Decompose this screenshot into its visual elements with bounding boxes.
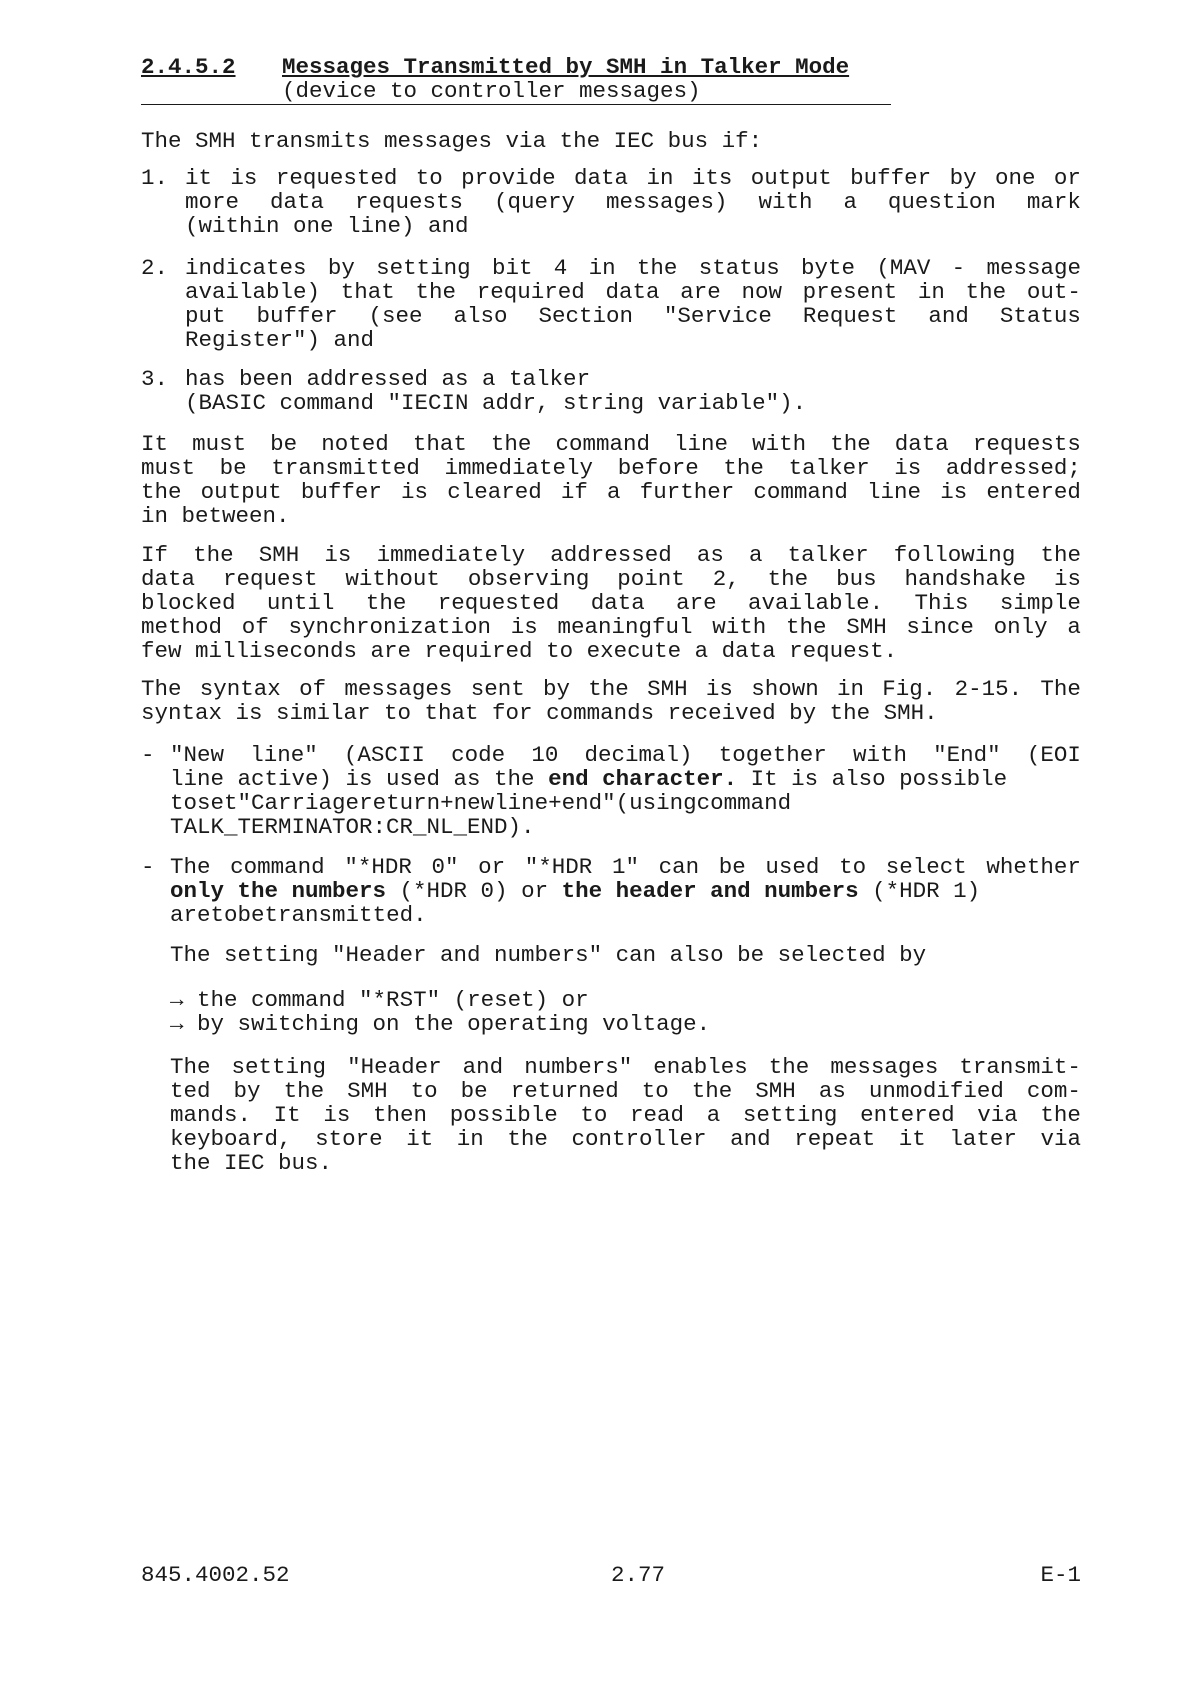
text-line: the output buffer is cleared if a further command line is entered [141, 479, 1081, 505]
text-line: Register") and [185, 327, 375, 353]
text-line: mands. It is then possible to read a setting entered via the [170, 1102, 1081, 1128]
header-numbers-emphasis: the header and numbers [561, 878, 859, 904]
arrow-icon: → [170, 987, 184, 1013]
document-number: 845.4002.52 [141, 1562, 290, 1588]
arrow-icon: → [170, 1011, 184, 1037]
list-dash: - [141, 854, 155, 880]
text-line: The syntax of messages sent by the SMH is shown in Fig. 2-15. The [141, 676, 1081, 702]
page-number: 2.77 [611, 1562, 666, 1588]
text-line: available) that the required data are now present in the out- [185, 279, 1081, 305]
text-line: ted by the SMH to be returned to the SMH as unmodified com- [170, 1078, 1081, 1104]
text-line: the IEC bus. [170, 1150, 333, 1176]
text-line: must be transmitted immediately before the talker is addressed; [141, 455, 1081, 481]
end-character-emphasis: end character. [548, 766, 738, 792]
text-line: (within one line) and [185, 213, 469, 239]
section-title: Messages Transmitted by SMH in Talker Mode [282, 54, 850, 80]
condition-item-2 [141, 256, 1081, 352]
only-numbers-emphasis: only the numbers [170, 878, 387, 904]
condition-item-1 [141, 166, 1081, 238]
edition-label: E-1 [1040, 1562, 1081, 1588]
setting-intro: The setting "Header and numbers" can also be selected by [170, 942, 927, 968]
text-line: only the numbers (*HDR 0) or the header and numbers (*HDR 1) [170, 878, 981, 904]
intro-paragraph: The SMH transmits messages via the IEC bus if: [141, 128, 763, 154]
section-number: 2.4.5.2 [141, 54, 236, 80]
text-line: It must be noted that the command line with the data requests [141, 431, 1081, 457]
text-line: If the SMH is immediately addressed as a talker following the [141, 542, 1081, 568]
text-line: The command "*HDR 0" or "*HDR 1" can be used to select whether [170, 854, 1081, 880]
text-line: (BASIC command "IECIN addr, string variable"). [185, 390, 807, 416]
text-line: it is requested to provide data in its output buffer by one or [185, 165, 1081, 191]
paragraph-syntax [141, 677, 1081, 725]
paragraph-setting [170, 1055, 1081, 1175]
paragraph-noted [141, 432, 1081, 528]
condition-item-3 [141, 367, 1081, 415]
text-line: indicates by setting bit 4 in the status byte (MAV - message [185, 255, 1081, 281]
text-line: toset"Carriagereturn+newline+end"(usingcommand [170, 790, 792, 816]
text-line: few milliseconds are required to execute a data request. [141, 638, 898, 664]
text-line: has been addressed as a talker [185, 366, 591, 392]
text-line: "New line" (ASCII code 10 decimal) together with "End" (EOI [170, 742, 1081, 768]
arrow-list-item: → by switching on the operating voltage. [170, 1011, 711, 1037]
list-dash: - [141, 742, 155, 768]
text-line: keyboard, store it in the controller and repeat it later via [170, 1126, 1081, 1152]
text-line: data request without observing point 2, the bus handshake is [141, 566, 1081, 592]
dash-item-hdr [141, 855, 1081, 927]
arrow-list [170, 988, 1081, 1036]
list-number: 3. [141, 366, 169, 392]
text-line: more data requests (query messages) with a question mark [185, 189, 1081, 215]
dash-item-end-character [141, 743, 1081, 839]
list-number: 1. [141, 165, 169, 191]
text-line: method of synchronization is meaningful with the SMH since only a [141, 614, 1081, 640]
list-number: 2. [141, 255, 169, 281]
text-line: TALK_TERMINATOR:CR_NL_END). [170, 814, 535, 840]
arrow-list-item: → the command "*RST" (reset) or [170, 987, 589, 1013]
section-subtitle: (device to controller messages) [282, 78, 701, 104]
text-line: line active) is used as the end character. It is also possible [170, 766, 1008, 792]
section-heading [141, 55, 891, 105]
paragraph-if [141, 543, 1081, 663]
text-line: aretobetransmitted. [170, 902, 427, 928]
text-line: in between. [141, 503, 290, 529]
text-line: The setting "Header and numbers" enables the messages transmit- [170, 1054, 1081, 1080]
text-line: blocked until the requested data are available. This simple [141, 590, 1081, 616]
text-line: put buffer (see also Section "Service Request and Status [185, 303, 1081, 329]
text-line: syntax is similar to that for commands received by the SMH. [141, 700, 938, 726]
